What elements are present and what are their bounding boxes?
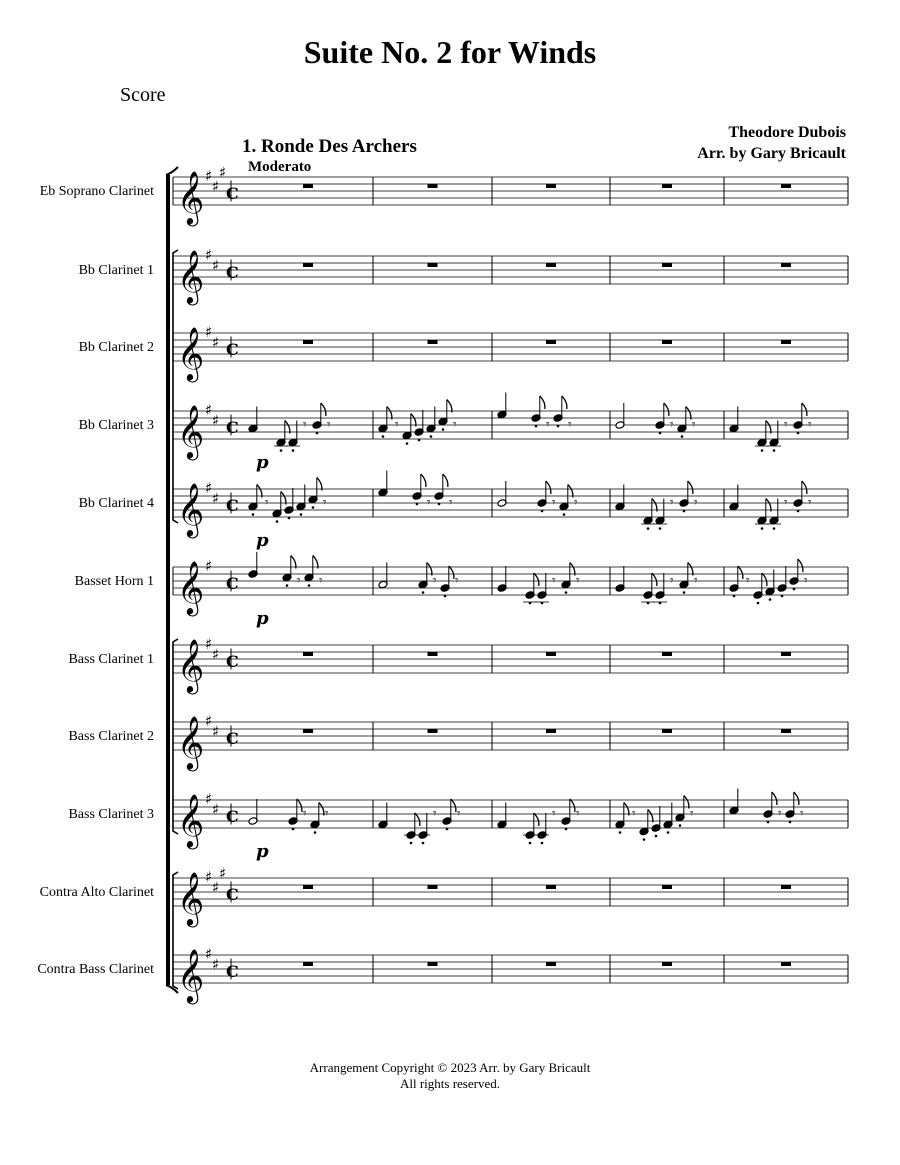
note-flag: [387, 407, 392, 420]
staccato-dot: [773, 527, 776, 530]
whole-rest-icon: [781, 729, 791, 733]
eighth-rest-icon: 𝄾: [552, 573, 556, 589]
staccato-dot: [643, 838, 646, 841]
note-flag: [762, 573, 767, 586]
note-flag: [688, 481, 693, 494]
eighth-rest-icon: 𝄾: [449, 495, 453, 511]
note-flag: [317, 478, 322, 491]
staccato-dot: [422, 842, 425, 845]
staccato-dot: [767, 821, 770, 824]
staff: [173, 323, 848, 382]
eighth-rest-icon: 𝄾: [670, 495, 674, 511]
staccato-dot: [761, 527, 764, 530]
sharp-icon: ♯: [205, 712, 213, 730]
staccato-dot: [430, 435, 433, 438]
whole-rest-icon: [303, 962, 313, 966]
staccato-dot: [314, 831, 317, 834]
eighth-rest-icon: 𝄾: [297, 573, 301, 589]
staff: [173, 164, 848, 227]
instrument-label: Basset Horn 1: [74, 574, 154, 589]
staccato-dot: [793, 588, 796, 591]
common-time-icon: C: [226, 885, 239, 904]
note-flag: [802, 481, 807, 494]
sharp-icon: ♯: [212, 411, 220, 430]
eighth-rest-icon: 𝄾: [690, 806, 694, 822]
common-time-icon: C: [226, 807, 239, 826]
instrument-label: Bass Clarinet 3: [68, 807, 154, 822]
note-flag: [451, 799, 456, 812]
instrument-label: Bass Clarinet 1: [68, 652, 154, 667]
staccato-dot: [286, 584, 289, 587]
sharp-icon: ♯: [212, 800, 220, 819]
staccato-dot: [797, 510, 800, 513]
treble-clef-icon: 𝄞: [177, 715, 205, 769]
staccato-dot: [300, 513, 303, 516]
eighth-rest-icon: 𝄾: [455, 573, 459, 589]
whole-rest-icon: [781, 962, 791, 966]
note-flag: [798, 559, 803, 572]
whole-rest-icon: [781, 885, 791, 889]
staccato-dot: [416, 503, 419, 506]
staccato-dot: [797, 432, 800, 435]
eighth-rest-icon: 𝄾: [319, 573, 323, 589]
note-flag: [540, 396, 545, 409]
eighth-rest-icon: 𝄾: [552, 495, 556, 511]
dynamic-marking: p: [256, 841, 269, 862]
note-flag: [443, 474, 448, 487]
copyright-line-2: All rights reserved.: [399, 1076, 500, 1091]
eighth-rest-icon: 𝄾: [804, 573, 808, 589]
eighth-rest-icon: 𝄾: [568, 417, 572, 433]
eighth-rest-icon: 𝄾: [784, 417, 788, 433]
sharp-icon: ♯: [205, 790, 213, 808]
staccato-dot: [444, 595, 447, 598]
staccato-dot: [292, 449, 295, 452]
eighth-rest-icon: 𝄾: [670, 573, 674, 589]
sharp-icon: ♯: [212, 489, 220, 508]
note-flag: [794, 792, 799, 805]
whole-rest-icon: [662, 340, 672, 344]
whole-rest-icon: [546, 729, 556, 733]
note-flag: [291, 556, 296, 569]
sharp-icon: ♯: [212, 878, 220, 897]
staccato-dot: [252, 513, 255, 516]
staccato-dot: [667, 831, 670, 834]
instrument-label: Bb Clarinet 1: [78, 263, 154, 278]
staccato-dot: [757, 602, 760, 605]
common-time-icon: C: [226, 729, 239, 748]
eighth-rest-icon: 𝄾: [692, 417, 696, 433]
note-flag: [570, 799, 575, 812]
sharp-icon: ♯: [219, 163, 227, 182]
whole-rest-icon: [781, 184, 791, 188]
eighth-rest-icon: 𝄾: [784, 495, 788, 511]
staccato-dot: [316, 432, 319, 435]
note-flag: [411, 414, 416, 427]
note-flag: [652, 573, 657, 586]
note-flag: [319, 803, 324, 816]
note-flag: [624, 803, 629, 816]
whole-rest-icon: [662, 962, 672, 966]
common-time-icon: C: [226, 652, 239, 671]
staccato-dot: [619, 831, 622, 834]
instrument-label: Bb Clarinet 2: [78, 340, 154, 355]
instrument-label: Eb Soprano Clarinet: [39, 184, 154, 199]
staccato-dot: [442, 428, 445, 431]
treble-clef-icon: 𝄞: [177, 404, 205, 458]
whole-rest-icon: [303, 729, 313, 733]
common-time-icon: C: [226, 184, 239, 203]
dynamic-marking: p: [256, 452, 269, 473]
whole-rest-icon: [662, 885, 672, 889]
staff: [173, 552, 848, 629]
dynamic-marking: p: [256, 608, 269, 629]
dynamic-marking: p: [256, 530, 269, 551]
instrument-label: Bb Clarinet 3: [78, 418, 154, 433]
treble-clef-icon: 𝄞: [177, 482, 205, 536]
staccato-dot: [276, 520, 279, 523]
staccato-dot: [769, 598, 772, 601]
whole-rest-icon: [303, 652, 313, 656]
staccato-dot: [438, 503, 441, 506]
sharp-icon: ♯: [212, 955, 220, 974]
eighth-rest-icon: 𝄾: [746, 573, 750, 589]
instrument-label: Bb Clarinet 4: [78, 496, 154, 511]
eighth-rest-icon: 𝄾: [800, 806, 804, 822]
note-flag: [257, 485, 262, 498]
note-flag: [281, 492, 286, 505]
score-title: Suite No. 2 for Winds: [303, 34, 597, 70]
whole-rest-icon: [303, 885, 313, 889]
note-flag: [546, 481, 551, 494]
staccato-dot: [683, 510, 686, 513]
note-flag: [802, 403, 807, 416]
staccato-dot: [655, 835, 658, 838]
treble-clef-icon: 𝄞: [177, 793, 205, 847]
whole-rest-icon: [428, 184, 438, 188]
staccato-dot: [565, 591, 568, 594]
whole-rest-icon: [546, 652, 556, 656]
eighth-rest-icon: 𝄾: [265, 495, 269, 511]
eighth-rest-icon: 𝄾: [574, 495, 578, 511]
whole-rest-icon: [546, 184, 556, 188]
whole-rest-icon: [781, 340, 791, 344]
staccato-dot: [557, 425, 560, 428]
score-label: Score: [120, 84, 166, 106]
whole-rest-icon: [303, 340, 313, 344]
staccato-dot: [683, 591, 686, 594]
instrument-label: Contra Alto Clarinet: [39, 885, 154, 900]
note-flag: [688, 563, 693, 576]
note-flag: [447, 400, 452, 413]
sharp-icon: ♯: [212, 333, 220, 352]
whole-rest-icon: [781, 652, 791, 656]
treble-clef-icon: 𝄞: [177, 170, 205, 224]
whole-rest-icon: [662, 184, 672, 188]
eighth-rest-icon: 𝄾: [778, 806, 782, 822]
eighth-rest-icon: 𝄾: [457, 806, 461, 822]
eighth-rest-icon: 𝄾: [546, 417, 550, 433]
staccato-dot: [647, 527, 650, 530]
whole-rest-icon: [662, 652, 672, 656]
note-flag: [285, 421, 290, 434]
note-flag: [321, 403, 326, 416]
note-flag: [421, 474, 426, 487]
staccato-dot: [312, 506, 315, 509]
sharp-icon: ♯: [205, 635, 213, 653]
eighth-rest-icon: 𝄾: [327, 417, 331, 433]
instrument-label: Bass Clarinet 2: [68, 729, 154, 744]
whole-rest-icon: [428, 962, 438, 966]
staccato-dot: [410, 842, 413, 845]
note-flag: [664, 403, 669, 416]
tempo-marking: Moderato: [248, 159, 312, 175]
note-flag: [534, 573, 539, 586]
staccato-dot: [563, 513, 566, 516]
staccato-dot: [541, 510, 544, 513]
note-flag: [772, 792, 777, 805]
note-flag: [568, 485, 573, 498]
eighth-rest-icon: 𝄾: [694, 495, 698, 511]
note-flag: [684, 796, 689, 809]
whole-rest-icon: [546, 962, 556, 966]
staccato-dot: [422, 591, 425, 594]
note-flag: [686, 407, 691, 420]
staff: [173, 635, 848, 694]
staccato-dot: [773, 449, 776, 452]
staff: [173, 865, 848, 928]
staccato-dot: [761, 449, 764, 452]
eighth-rest-icon: 𝄾: [453, 417, 457, 433]
sharp-icon: ♯: [212, 256, 220, 275]
treble-clef-icon: 𝄞: [177, 249, 205, 303]
staccato-dot: [733, 595, 736, 598]
whole-rest-icon: [546, 340, 556, 344]
note-flag: [427, 563, 432, 576]
staff: [173, 471, 848, 552]
note-flag: [415, 813, 420, 826]
whole-rest-icon: [428, 729, 438, 733]
movement-title: 1. Ronde Des Archers: [242, 136, 417, 157]
sharp-icon: ♯: [205, 557, 213, 575]
common-time-icon: C: [226, 263, 239, 282]
staccato-dot: [446, 828, 449, 831]
staccato-dot: [789, 821, 792, 824]
note-flag: [562, 396, 567, 409]
sharp-icon: ♯: [219, 864, 227, 883]
eighth-rest-icon: 𝄾: [323, 495, 327, 511]
sharp-icon: ♯: [212, 645, 220, 664]
whole-rest-icon: [428, 263, 438, 267]
treble-clef-icon: 𝄞: [177, 948, 205, 1002]
staccato-dot: [681, 435, 684, 438]
staccato-dot: [308, 584, 311, 587]
staccato-dot: [292, 828, 295, 831]
sharp-icon: ♯: [212, 177, 220, 196]
whole-rest-icon: [662, 263, 672, 267]
common-time-icon: C: [226, 340, 239, 359]
note-flag: [313, 556, 318, 569]
whole-rest-icon: [303, 263, 313, 267]
staff: [173, 789, 848, 863]
sharp-icon: ♯: [205, 323, 213, 341]
staff: [173, 712, 848, 771]
eighth-rest-icon: 𝄾: [325, 806, 329, 822]
staccato-dot: [418, 439, 421, 442]
sharp-icon: ♯: [205, 167, 213, 185]
eighth-rest-icon: 𝄾: [694, 573, 698, 589]
eighth-rest-icon: 𝄾: [670, 417, 674, 433]
whole-rest-icon: [428, 885, 438, 889]
note-flag: [570, 563, 575, 576]
staff: [173, 945, 848, 1004]
note-flag: [652, 499, 657, 512]
staccato-dot: [406, 442, 409, 445]
note-flag: [738, 566, 743, 579]
treble-clef-icon: 𝄞: [177, 871, 205, 925]
staccato-dot: [280, 449, 283, 452]
common-time-icon: C: [226, 496, 239, 515]
whole-rest-icon: [662, 729, 672, 733]
whole-rest-icon: [546, 263, 556, 267]
copyright-notice: [0, 1060, 900, 1092]
whole-rest-icon: [428, 340, 438, 344]
staccato-dot: [541, 842, 544, 845]
instrument-label: Contra Bass Clarinet: [37, 962, 154, 977]
common-time-icon: C: [226, 418, 239, 437]
staccato-dot: [382, 435, 385, 438]
staccato-dot: [565, 828, 568, 831]
staccato-dot: [781, 595, 784, 598]
note-flag: [534, 813, 539, 826]
note-flag: [766, 421, 771, 434]
treble-clef-icon: 𝄞: [177, 638, 205, 692]
eighth-rest-icon: 𝄾: [808, 417, 812, 433]
common-time-icon: C: [226, 962, 239, 981]
whole-rest-icon: [781, 263, 791, 267]
composer-credit: Theodore Dubois: [728, 124, 846, 141]
treble-clef-icon: 𝄞: [177, 560, 205, 614]
whole-rest-icon: [303, 184, 313, 188]
eighth-rest-icon: 𝄾: [433, 573, 437, 589]
arranger-credit: Arr. by Gary Bricault: [697, 145, 846, 162]
common-time-icon: C: [226, 574, 239, 593]
sharp-icon: ♯: [205, 401, 213, 419]
staff: [173, 246, 848, 305]
whole-rest-icon: [428, 652, 438, 656]
note-flag: [648, 810, 653, 823]
staccato-dot: [529, 842, 532, 845]
eighth-rest-icon: 𝄾: [576, 573, 580, 589]
note-flag: [449, 566, 454, 579]
eighth-rest-icon: 𝄾: [303, 417, 307, 433]
note-flag: [766, 499, 771, 512]
sharp-icon: ♯: [205, 868, 213, 886]
sharp-icon: ♯: [205, 246, 213, 264]
eighth-rest-icon: 𝄾: [303, 806, 307, 822]
staccato-dot: [659, 527, 662, 530]
staccato-dot: [288, 517, 291, 520]
eighth-rest-icon: 𝄾: [433, 806, 437, 822]
sharp-icon: ♯: [212, 722, 220, 741]
staccato-dot: [679, 824, 682, 827]
staccato-dot: [535, 425, 538, 428]
eighth-rest-icon: 𝄾: [632, 806, 636, 822]
sharp-icon: ♯: [205, 945, 213, 963]
staccato-dot: [659, 432, 662, 435]
eighth-rest-icon: 𝄾: [427, 495, 431, 511]
whole-rest-icon: [546, 885, 556, 889]
eighth-rest-icon: 𝄾: [395, 417, 399, 433]
treble-clef-icon: 𝄞: [177, 326, 205, 380]
eighth-rest-icon: 𝄾: [552, 806, 556, 822]
system-bracket: [166, 175, 170, 985]
staff: [173, 393, 848, 474]
eighth-rest-icon: 𝄾: [576, 806, 580, 822]
sharp-icon: ♯: [205, 479, 213, 497]
copyright-line-1: Arrangement Copyright © 2023 Arr. by Gary Bricault: [309, 1060, 591, 1075]
note-flag: [297, 799, 302, 812]
eighth-rest-icon: 𝄾: [808, 495, 812, 511]
